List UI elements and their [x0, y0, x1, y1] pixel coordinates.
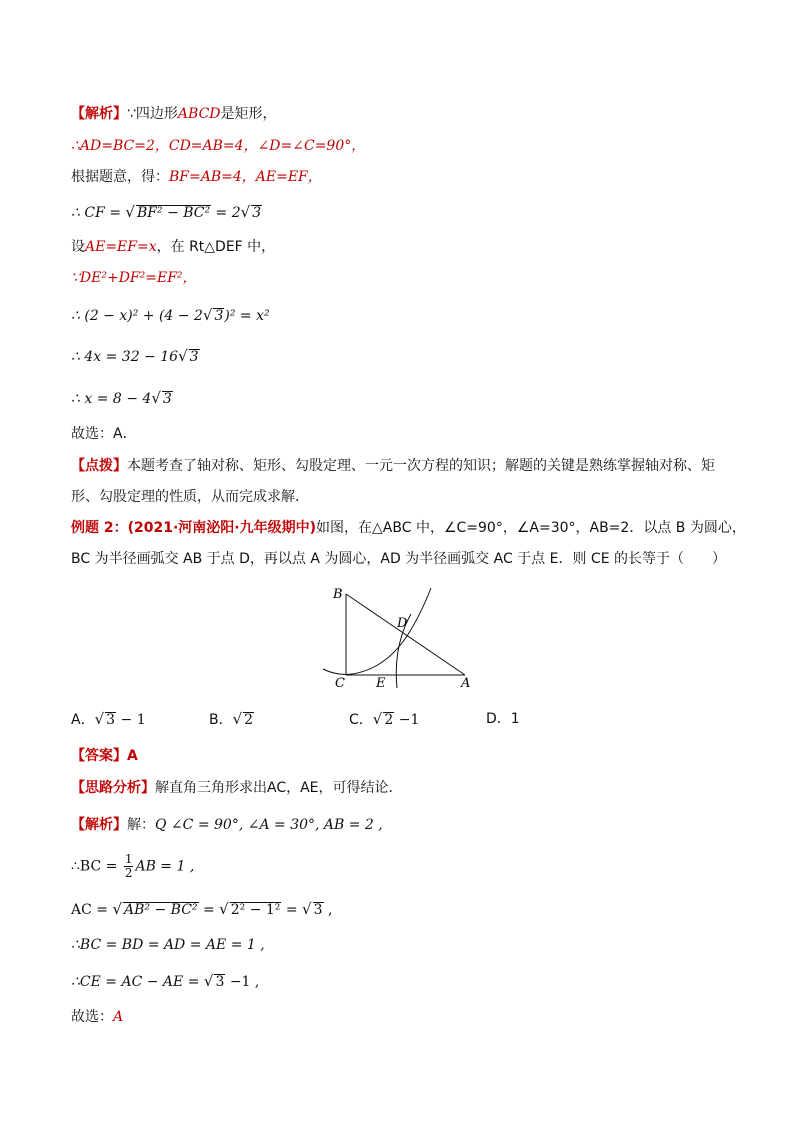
- solution-line-2: ∴BC = $\frac{1}{2}$ AB = 1 ,: [71, 852, 195, 880]
- label-a: A: [461, 676, 471, 691]
- solution-line-4: ∴BC = BD = AD = AE = 1 ,: [71, 937, 265, 953]
- label-c: C: [335, 676, 345, 691]
- thinking-tag: 【思路分析】: [71, 780, 155, 796]
- answer-line: [71, 746, 733, 766]
- example2-line-1: 例题 2：(2021·河南泌阳·九年级期中)如图，在△ABC 中，∠C=90°，∠A=30°，AB=2．以点 B 为圆心，: [71, 520, 746, 536]
- solution-line-5: ∴CE = AC − AE = √ 3 −1 ,: [71, 972, 260, 990]
- answer-value: A: [127, 748, 138, 764]
- example2-line-2: BC 为半径画弧交 AB 于点 D，再以点 A 为圆心，AD 为半径画弧交 AC 于点 E．则 CE 的长等于（ ）: [71, 551, 727, 567]
- analysis-line-5: 设AE=EF=x，在 Rt△DEF 中，: [71, 239, 276, 255]
- solution-line-6: 故选：A: [71, 1009, 124, 1025]
- answer-tag: 【答案】: [71, 748, 127, 764]
- highlight-line-1: 【点拨】本题考查了轴对称、矩形、勾股定理、一元一次方程的知识；解题的关键是熟练掌握轴对称、矩: [71, 458, 715, 474]
- example-source: (2021·河南泌阳·九年级期中): [127, 520, 317, 536]
- solution-line-1: 【解析】解：Q ∠C = 90°, ∠A = 30°, AB = 2 ,: [71, 817, 383, 833]
- label-e: E: [376, 676, 386, 691]
- option-d: D．1: [486, 711, 520, 727]
- analysis-line-10: 故选：A．: [71, 426, 137, 442]
- analysis-line-4: ∴ CF = √ BF² − BC² = 2√ 3: [71, 203, 262, 221]
- option-a: A．√ 3 − 1: [71, 710, 146, 728]
- label-b: B: [333, 587, 343, 602]
- solution-line-3: AC = √ AB² − BC² = √ 2² − 1² = √ 3 ,: [71, 900, 333, 918]
- label-d: D: [397, 616, 408, 631]
- analysis-line-9: ∴ x = 8 − 4√ 3: [71, 389, 172, 407]
- highlight-tag: 【点拨】: [71, 458, 127, 474]
- analysis-tag: 【解析】: [71, 106, 127, 122]
- fraction-one-half: $\frac{1}{2}$: [124, 852, 133, 880]
- analysis-line-6: ∵DE²+DF²=EF²，: [71, 270, 197, 286]
- analysis-line-2: ∴AD=BC=2，CD=AB=4，∠D=∠C=90°，: [71, 138, 366, 154]
- thinking-line: 【思路分析】解直角三角形求出AC，AE，可得结论．: [71, 780, 403, 796]
- analysis-line-1: 【解析】∵四边形ABCD是矩形，: [71, 106, 277, 122]
- analysis-line-7: ∴ (2 − x)² + (4 − 2√ 3)² = x²: [71, 306, 270, 324]
- analysis-line-8: ∴ 4x = 32 − 16√ 3: [71, 347, 199, 365]
- option-c: C．√ 2 −1: [349, 710, 420, 728]
- highlight-line-2: 形、勾股定理的性质，从而完成求解．: [71, 489, 309, 505]
- analysis-tag-2: 【解析】: [71, 817, 127, 833]
- geometry-figure: [315, 580, 485, 692]
- analysis-line-3: 根据题意，得：BF=AB=4，AE=EF，: [71, 169, 322, 185]
- option-b: B．√ 2: [209, 710, 254, 728]
- example-label: 例题 2：: [71, 520, 128, 536]
- segment-ab: [346, 594, 465, 675]
